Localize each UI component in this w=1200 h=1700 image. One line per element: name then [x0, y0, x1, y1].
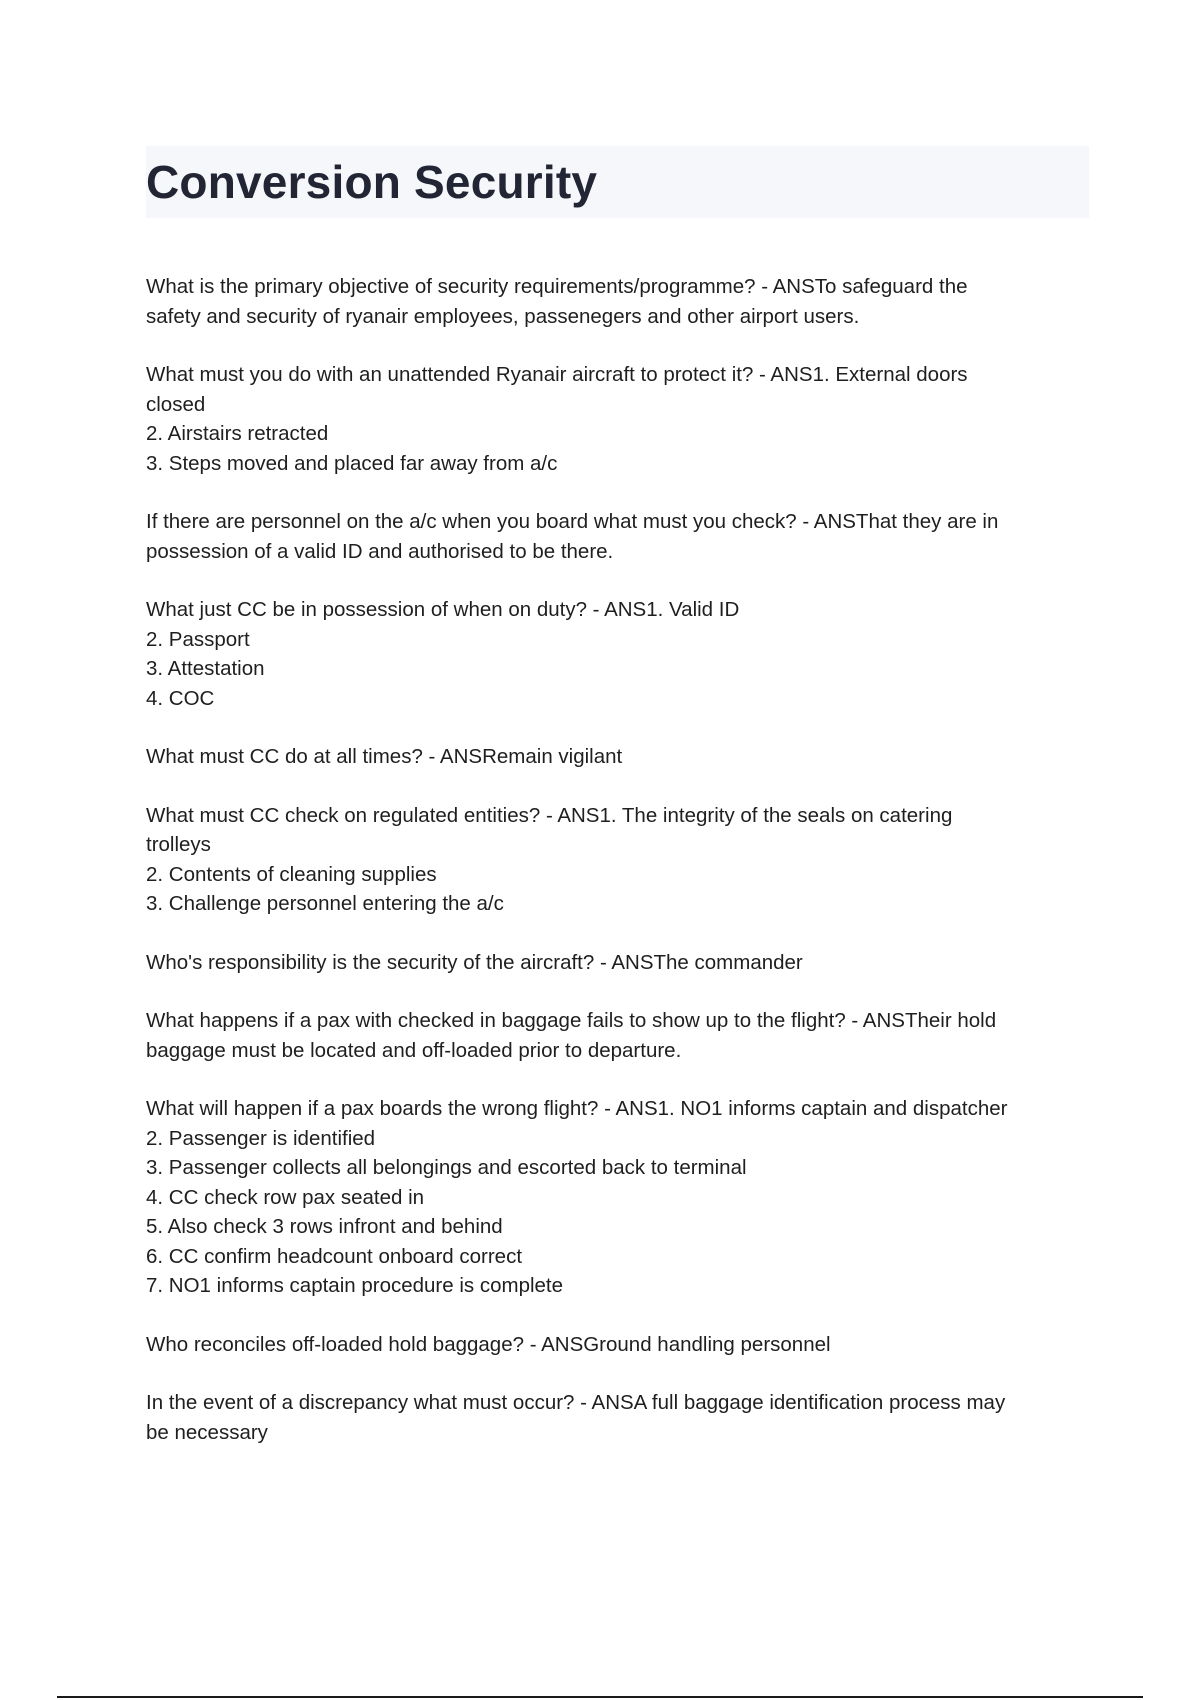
qa-line: What will happen if a pax boards the wrong flight? - ANS1. NO1 informs captain and dispatcher: [146, 1097, 1008, 1120]
qa-entry: [146, 742, 1096, 772]
qa-line: 2. Airstairs retracted: [146, 422, 329, 445]
qa-line: closed: [146, 392, 206, 416]
qa-line: 7. NO1 informs captain procedure is complete: [146, 1274, 564, 1297]
qa-line: be necessary: [146, 1420, 268, 1444]
qa-line: 4. CC check row pax seated in: [146, 1185, 425, 1209]
qa-entry: [146, 801, 1096, 919]
qa-entry: [146, 595, 1096, 713]
qa-line: baggage must be located and off-loaded prior to departure.: [146, 1038, 682, 1062]
qa-entry: [146, 1388, 1096, 1447]
qa-line: 3. Challenge personnel entering the a/c: [146, 892, 504, 915]
qa-line: What must CC do at all times? - ANSRemain vigilant: [146, 745, 623, 768]
qa-entry: [146, 1094, 1096, 1301]
qa-line: 3. Passenger collects all belongings and escorted back to terminal: [146, 1156, 747, 1179]
qa-line: What just CC be in possession of when on duty? - ANS1. Valid ID: [146, 598, 740, 621]
qa-entry: [146, 1330, 1096, 1360]
qa-line: possession of a valid ID and authorised to be there.: [146, 539, 614, 563]
qa-line: Who reconciles off-loaded hold baggage? - ANSGround handling personnel: [146, 1332, 831, 1356]
qa-line: 2. Contents of cleaning supplies: [146, 862, 437, 886]
qa-line: 2. Passport: [146, 627, 250, 651]
qa-line: 3. Attestation: [146, 657, 265, 680]
qa-line: 4. COC: [146, 686, 215, 710]
qa-line: In the event of a discrepancy what must occur? - ANSA full baggage identification process may: [146, 1391, 1006, 1414]
qa-line: Who's responsibility is the security of the aircraft? - ANSThe commander: [146, 950, 803, 974]
qa-content: [146, 272, 1096, 1476]
qa-line: What must CC check on regulated entities? - ANS1. The integrity of the seals on catering: [146, 803, 953, 827]
qa-entry: [146, 948, 1096, 978]
footer-divider: [57, 1696, 1143, 1698]
qa-line: 6. CC confirm headcount onboard correct: [146, 1244, 523, 1268]
qa-entry: [146, 360, 1096, 478]
qa-line: If there are personnel on the a/c when you board what must you check? - ANSThat they are in: [146, 510, 999, 533]
qa-line: trolleys: [146, 833, 211, 856]
qa-line: What must you do with an unattended Ryanair aircraft to protect it? - ANS1. External doors: [146, 363, 968, 386]
qa-line: What is the primary objective of security requirements/programme? - ANSTo safeguard the: [146, 275, 968, 298]
qa-entry: [146, 1006, 1096, 1065]
qa-line: What happens if a pax with checked in baggage fails to show up to the flight? - ANSTheir hold: [146, 1009, 997, 1032]
qa-entry: [146, 507, 1096, 566]
qa-line: safety and security of ryanair employees, passenegers and other airport users.: [146, 304, 860, 328]
qa-line: 2. Passenger is identified: [146, 1126, 376, 1150]
qa-line: 5. Also check 3 rows infront and behind: [146, 1215, 503, 1238]
page-title: Conversion Security: [146, 156, 598, 208]
qa-entry: [146, 272, 1096, 331]
qa-line: 3. Steps moved and placed far away from a/c: [146, 451, 558, 475]
